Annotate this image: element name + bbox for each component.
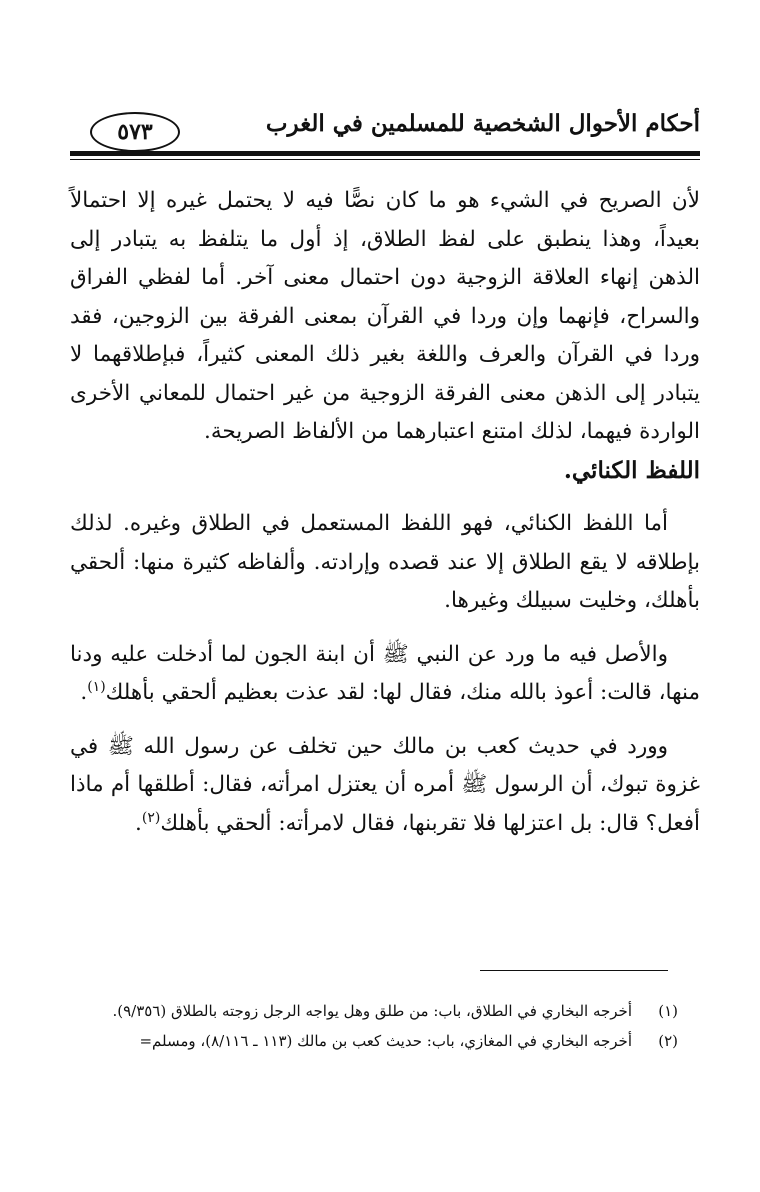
- footnote-1: [70, 998, 678, 1024]
- page-number: ٥٧٣: [90, 112, 180, 152]
- header-rule-thin: [70, 159, 700, 160]
- paragraph-kaab-end: .: [135, 810, 142, 836]
- footnote-ref-1[interactable]: (١): [87, 678, 106, 695]
- paragraph-sarih: لأن الصريح في الشيء هو ما كان نصًّا فيه لا يحتمل غيره إلا احتمالاً بعيداً، وهذا ينطبق على لفظ الطلاق، إذ أول ما يتلفظ به يتبادر إلى الذهن إنهاء العلاقة الزوجية دون احتمال معنى آخر. أما لفظي الفراق والسراح، فإنهما وإن وردا في القرآن بمعنى الفرقة بين الزوجين، فقد وردا في القرآن والعرف واللغة بغير ذلك المعنى كثيراً، فبإطلاقهما لا يتبادر إلى الذهن معنى الفرقة الزوجية من غير احتمال للمعاني الأخرى الواردة فيهما، لذلك امتنع اعتبارهما من الألفاظ الصريحة.: [70, 188, 700, 444]
- footnote-number: (١): [658, 1002, 678, 1020]
- footnotes: [70, 998, 678, 1058]
- footnote-2: [70, 1028, 678, 1054]
- running-title: أحكام الأحوال الشخصية للمسلمين في الغرب: [265, 110, 700, 137]
- paragraph-asl-end: .: [80, 680, 88, 705]
- footnote-separator: [480, 970, 668, 971]
- paragraph-asl-text: والأصل فيه ما ورد عن النبي ﷺ أن ابنة الجون لما أدخلت عليه ودنا منها، قالت: أعوذ بالله منك، فقال لها: لقد عذت بعظيم ألحقي بأهلك: [70, 641, 700, 705]
- footnote-ref-2[interactable]: (٢): [141, 809, 161, 826]
- paragraph-kinai: أما اللفظ الكنائي، فهو اللفظ المستعمل في الطلاق وغيره. لذلك بإطلاقه لا يقع الطلاق إلا عند قصده وإرادته. وألفاظه كثيرة منها: ألحقي بأهلك، وخليت سبيلك وغيرها.: [70, 511, 700, 613]
- footnote-text: أخرجه البخاري في الطلاق، باب: من طلق وهل يواجه الرجل زوجته بالطلاق (٩/٣٥٦).: [112, 1002, 632, 1020]
- section-heading: اللفظ الكنائي.: [563, 456, 700, 484]
- page-header: [70, 96, 700, 146]
- footnote-number: (٢): [658, 1032, 678, 1050]
- paragraph-asl: [70, 636, 700, 713]
- main-text: [70, 182, 700, 843]
- paragraph-kaab-text: وورد في حديث كعب بن مالك حين تخلف عن رسول الله ﷺ في غزوة تبوك، أن الرسول ﷺ أمره أن يعتزل امرأته، فقال: أطلقها أم ماذا أفعل؟ قال: بل اعتزلها فلا تقربنها، فقال لامرأته: ألحقي بأهلك: [70, 733, 700, 836]
- header-rule-thick: [70, 151, 700, 156]
- paragraph-kaab: [70, 728, 700, 844]
- footnote-text: أخرجه البخاري في المغازي، باب: حديث كعب بن مالك (١١٣ ـ ٨/١١٦)، ومسلم=: [139, 1032, 632, 1050]
